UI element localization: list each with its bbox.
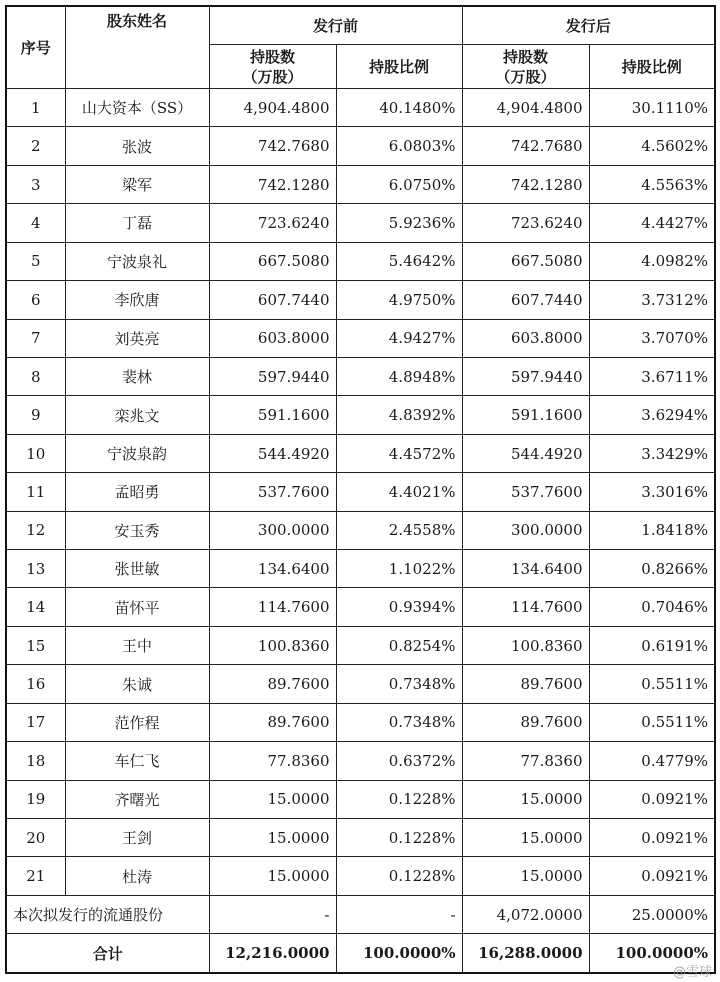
table-row [6, 780, 715, 818]
total-shares-after: 16,288.0000 [462, 934, 589, 973]
table-row [6, 89, 715, 127]
total-row [6, 934, 715, 973]
subtotal-label: 本次拟发行的流通股份 [6, 895, 209, 933]
cell-ratio-after: 0.0921% [589, 819, 715, 857]
cell-name: 孟昭勇 [65, 473, 209, 511]
cell-ratio-after: 0.0921% [589, 780, 715, 818]
cell-shares-after: 723.6240 [462, 204, 589, 242]
cell-idx: 11 [6, 473, 65, 511]
cell-shares-before: 667.5080 [209, 242, 336, 280]
cell-ratio-after: 1.8418% [589, 511, 715, 549]
cell-shares-after: 742.1280 [462, 165, 589, 203]
cell-name: 朱诚 [65, 665, 209, 703]
table-row [6, 626, 715, 664]
header-before: 发行前 [209, 6, 462, 45]
table-row [6, 165, 715, 203]
cell-shares-before: 100.8360 [209, 626, 336, 664]
cell-ratio-before: 4.8392% [336, 396, 462, 434]
cell-ratio-after: 0.4779% [589, 742, 715, 780]
cell-shares-after: 15.0000 [462, 780, 589, 818]
cell-name: 栾兆文 [65, 396, 209, 434]
cell-shares-after: 89.7600 [462, 703, 589, 741]
cell-shares-after: 15.0000 [462, 857, 589, 895]
table-body [6, 89, 715, 974]
table-row [6, 857, 715, 895]
cell-shares-before: 537.7600 [209, 473, 336, 511]
cell-shares-before: 4,904.4800 [209, 89, 336, 127]
cell-shares-after: 591.1600 [462, 396, 589, 434]
table-row [6, 396, 715, 434]
cell-shares-before: 607.7440 [209, 281, 336, 319]
cell-name: 张世敏 [65, 550, 209, 588]
total-shares-before: 12,216.0000 [209, 934, 336, 973]
cell-ratio-before: 4.8948% [336, 357, 462, 395]
cell-ratio-after: 3.6294% [589, 396, 715, 434]
cell-name: 安玉秀 [65, 511, 209, 549]
cell-name: 梁军 [65, 165, 209, 203]
cell-shares-before: 114.7600 [209, 588, 336, 626]
header-shares-before: 持股数 （万股） [209, 45, 336, 89]
cell-shares-after: 15.0000 [462, 819, 589, 857]
cell-shares-before: 15.0000 [209, 819, 336, 857]
table-row [6, 703, 715, 741]
subtotal-shares-before: - [209, 895, 336, 933]
cell-ratio-after: 4.5602% [589, 127, 715, 165]
header-after: 发行后 [462, 6, 715, 45]
cell-shares-before: 15.0000 [209, 857, 336, 895]
cell-name: 裴林 [65, 357, 209, 395]
cell-ratio-before: 0.1228% [336, 819, 462, 857]
table-row [6, 242, 715, 280]
cell-ratio-before: 1.1022% [336, 550, 462, 588]
cell-ratio-before: 6.0750% [336, 165, 462, 203]
cell-shares-after: 4,904.4800 [462, 89, 589, 127]
cell-shares-after: 607.7440 [462, 281, 589, 319]
cell-shares-before: 15.0000 [209, 780, 336, 818]
cell-shares-before: 300.0000 [209, 511, 336, 549]
subtotal-ratio-after: 25.0000% [589, 895, 715, 933]
cell-shares-after: 597.9440 [462, 357, 589, 395]
cell-idx: 3 [6, 165, 65, 203]
cell-ratio-after: 0.5511% [589, 703, 715, 741]
cell-ratio-after: 0.0921% [589, 857, 715, 895]
table-row [6, 357, 715, 395]
total-label: 合计 [6, 934, 209, 973]
cell-idx: 16 [6, 665, 65, 703]
cell-name: 刘英亮 [65, 319, 209, 357]
table-row [6, 588, 715, 626]
cell-name: 王中 [65, 626, 209, 664]
cell-ratio-before: 4.9750% [336, 281, 462, 319]
table-row [6, 319, 715, 357]
table-row [6, 511, 715, 549]
cell-name: 山大资本（SS） [65, 89, 209, 127]
cell-ratio-before: 0.9394% [336, 588, 462, 626]
cell-shares-before: 77.8360 [209, 742, 336, 780]
total-ratio-after: 100.0000% [589, 934, 715, 973]
cell-ratio-after: 3.7070% [589, 319, 715, 357]
subtotal-shares-after: 4,072.0000 [462, 895, 589, 933]
cell-name: 张波 [65, 127, 209, 165]
cell-ratio-after: 4.5563% [589, 165, 715, 203]
cell-shares-after: 100.8360 [462, 626, 589, 664]
header-idx: 序号 [6, 6, 65, 89]
cell-idx: 8 [6, 357, 65, 395]
cell-name: 李欣唐 [65, 281, 209, 319]
cell-shares-after: 537.7600 [462, 473, 589, 511]
cell-ratio-after: 0.6191% [589, 626, 715, 664]
cell-idx: 19 [6, 780, 65, 818]
cell-idx: 7 [6, 319, 65, 357]
cell-idx: 6 [6, 281, 65, 319]
cell-ratio-after: 3.6711% [589, 357, 715, 395]
cell-shares-before: 89.7600 [209, 665, 336, 703]
cell-shares-after: 114.7600 [462, 588, 589, 626]
cell-idx: 5 [6, 242, 65, 280]
cell-shares-after: 603.8000 [462, 319, 589, 357]
cell-ratio-after: 30.1110% [589, 89, 715, 127]
cell-name: 王剑 [65, 819, 209, 857]
cell-shares-after: 742.7680 [462, 127, 589, 165]
cell-name: 车仁飞 [65, 742, 209, 780]
cell-ratio-before: 0.1228% [336, 780, 462, 818]
cell-ratio-after: 0.5511% [589, 665, 715, 703]
table-row [6, 665, 715, 703]
cell-ratio-before: 0.7348% [336, 703, 462, 741]
cell-shares-before: 597.9440 [209, 357, 336, 395]
cell-idx: 21 [6, 857, 65, 895]
table-row [6, 281, 715, 319]
cell-ratio-before: 5.9236% [336, 204, 462, 242]
cell-ratio-after: 0.7046% [589, 588, 715, 626]
cell-shares-before: 723.6240 [209, 204, 336, 242]
cell-shares-before: 742.7680 [209, 127, 336, 165]
cell-shares-before: 591.1600 [209, 396, 336, 434]
cell-name: 齐曙光 [65, 780, 209, 818]
header-shares-after: 持股数 （万股） [462, 45, 589, 89]
cell-idx: 15 [6, 626, 65, 664]
table-row [6, 550, 715, 588]
table-row [6, 473, 715, 511]
cell-name: 苗怀平 [65, 588, 209, 626]
table-row [6, 819, 715, 857]
cell-ratio-before: 0.8254% [336, 626, 462, 664]
cell-shares-before: 134.6400 [209, 550, 336, 588]
cell-ratio-after: 0.8266% [589, 550, 715, 588]
header-ratio-before: 持股比例 [336, 45, 462, 89]
cell-idx: 18 [6, 742, 65, 780]
cell-ratio-after: 3.3016% [589, 473, 715, 511]
cell-shares-after: 300.0000 [462, 511, 589, 549]
cell-idx: 9 [6, 396, 65, 434]
cell-idx: 13 [6, 550, 65, 588]
cell-name: 丁磊 [65, 204, 209, 242]
cell-ratio-before: 0.6372% [336, 742, 462, 780]
cell-shares-before: 603.8000 [209, 319, 336, 357]
cell-ratio-after: 4.0982% [589, 242, 715, 280]
cell-ratio-before: 0.1228% [336, 857, 462, 895]
cell-ratio-before: 6.0803% [336, 127, 462, 165]
header-ratio-after: 持股比例 [589, 45, 715, 89]
cell-shares-before: 742.1280 [209, 165, 336, 203]
cell-ratio-after: 4.4427% [589, 204, 715, 242]
subtotal-ratio-before: - [336, 895, 462, 933]
table-row [6, 127, 715, 165]
table-row [6, 742, 715, 780]
cell-idx: 1 [6, 89, 65, 127]
total-ratio-before: 100.0000% [336, 934, 462, 973]
cell-ratio-before: 0.7348% [336, 665, 462, 703]
cell-idx: 12 [6, 511, 65, 549]
header-row-top [6, 6, 715, 45]
cell-shares-before: 544.4920 [209, 434, 336, 472]
cell-name: 范作程 [65, 703, 209, 741]
cell-idx: 2 [6, 127, 65, 165]
shareholder-table [5, 5, 716, 974]
cell-shares-after: 134.6400 [462, 550, 589, 588]
cell-name: 杜涛 [65, 857, 209, 895]
subtotal-row [6, 895, 715, 933]
cell-idx: 17 [6, 703, 65, 741]
cell-idx: 10 [6, 434, 65, 472]
cell-ratio-before: 40.1480% [336, 89, 462, 127]
table-row [6, 434, 715, 472]
cell-shares-before: 89.7600 [209, 703, 336, 741]
cell-shares-after: 77.8360 [462, 742, 589, 780]
cell-ratio-after: 3.7312% [589, 281, 715, 319]
cell-shares-after: 544.4920 [462, 434, 589, 472]
cell-ratio-before: 2.4558% [336, 511, 462, 549]
header-name: 股东姓名 [65, 6, 209, 89]
cell-shares-after: 89.7600 [462, 665, 589, 703]
cell-idx: 20 [6, 819, 65, 857]
cell-ratio-before: 4.4021% [336, 473, 462, 511]
cell-ratio-after: 3.3429% [589, 434, 715, 472]
table-row [6, 204, 715, 242]
cell-ratio-before: 4.9427% [336, 319, 462, 357]
cell-idx: 4 [6, 204, 65, 242]
cell-ratio-before: 5.4642% [336, 242, 462, 280]
cell-name: 宁波泉礼 [65, 242, 209, 280]
cell-ratio-before: 4.4572% [336, 434, 462, 472]
watermark-text: @雪球 [672, 965, 712, 980]
cell-idx: 14 [6, 588, 65, 626]
cell-shares-after: 667.5080 [462, 242, 589, 280]
cell-name: 宁波泉韵 [65, 434, 209, 472]
